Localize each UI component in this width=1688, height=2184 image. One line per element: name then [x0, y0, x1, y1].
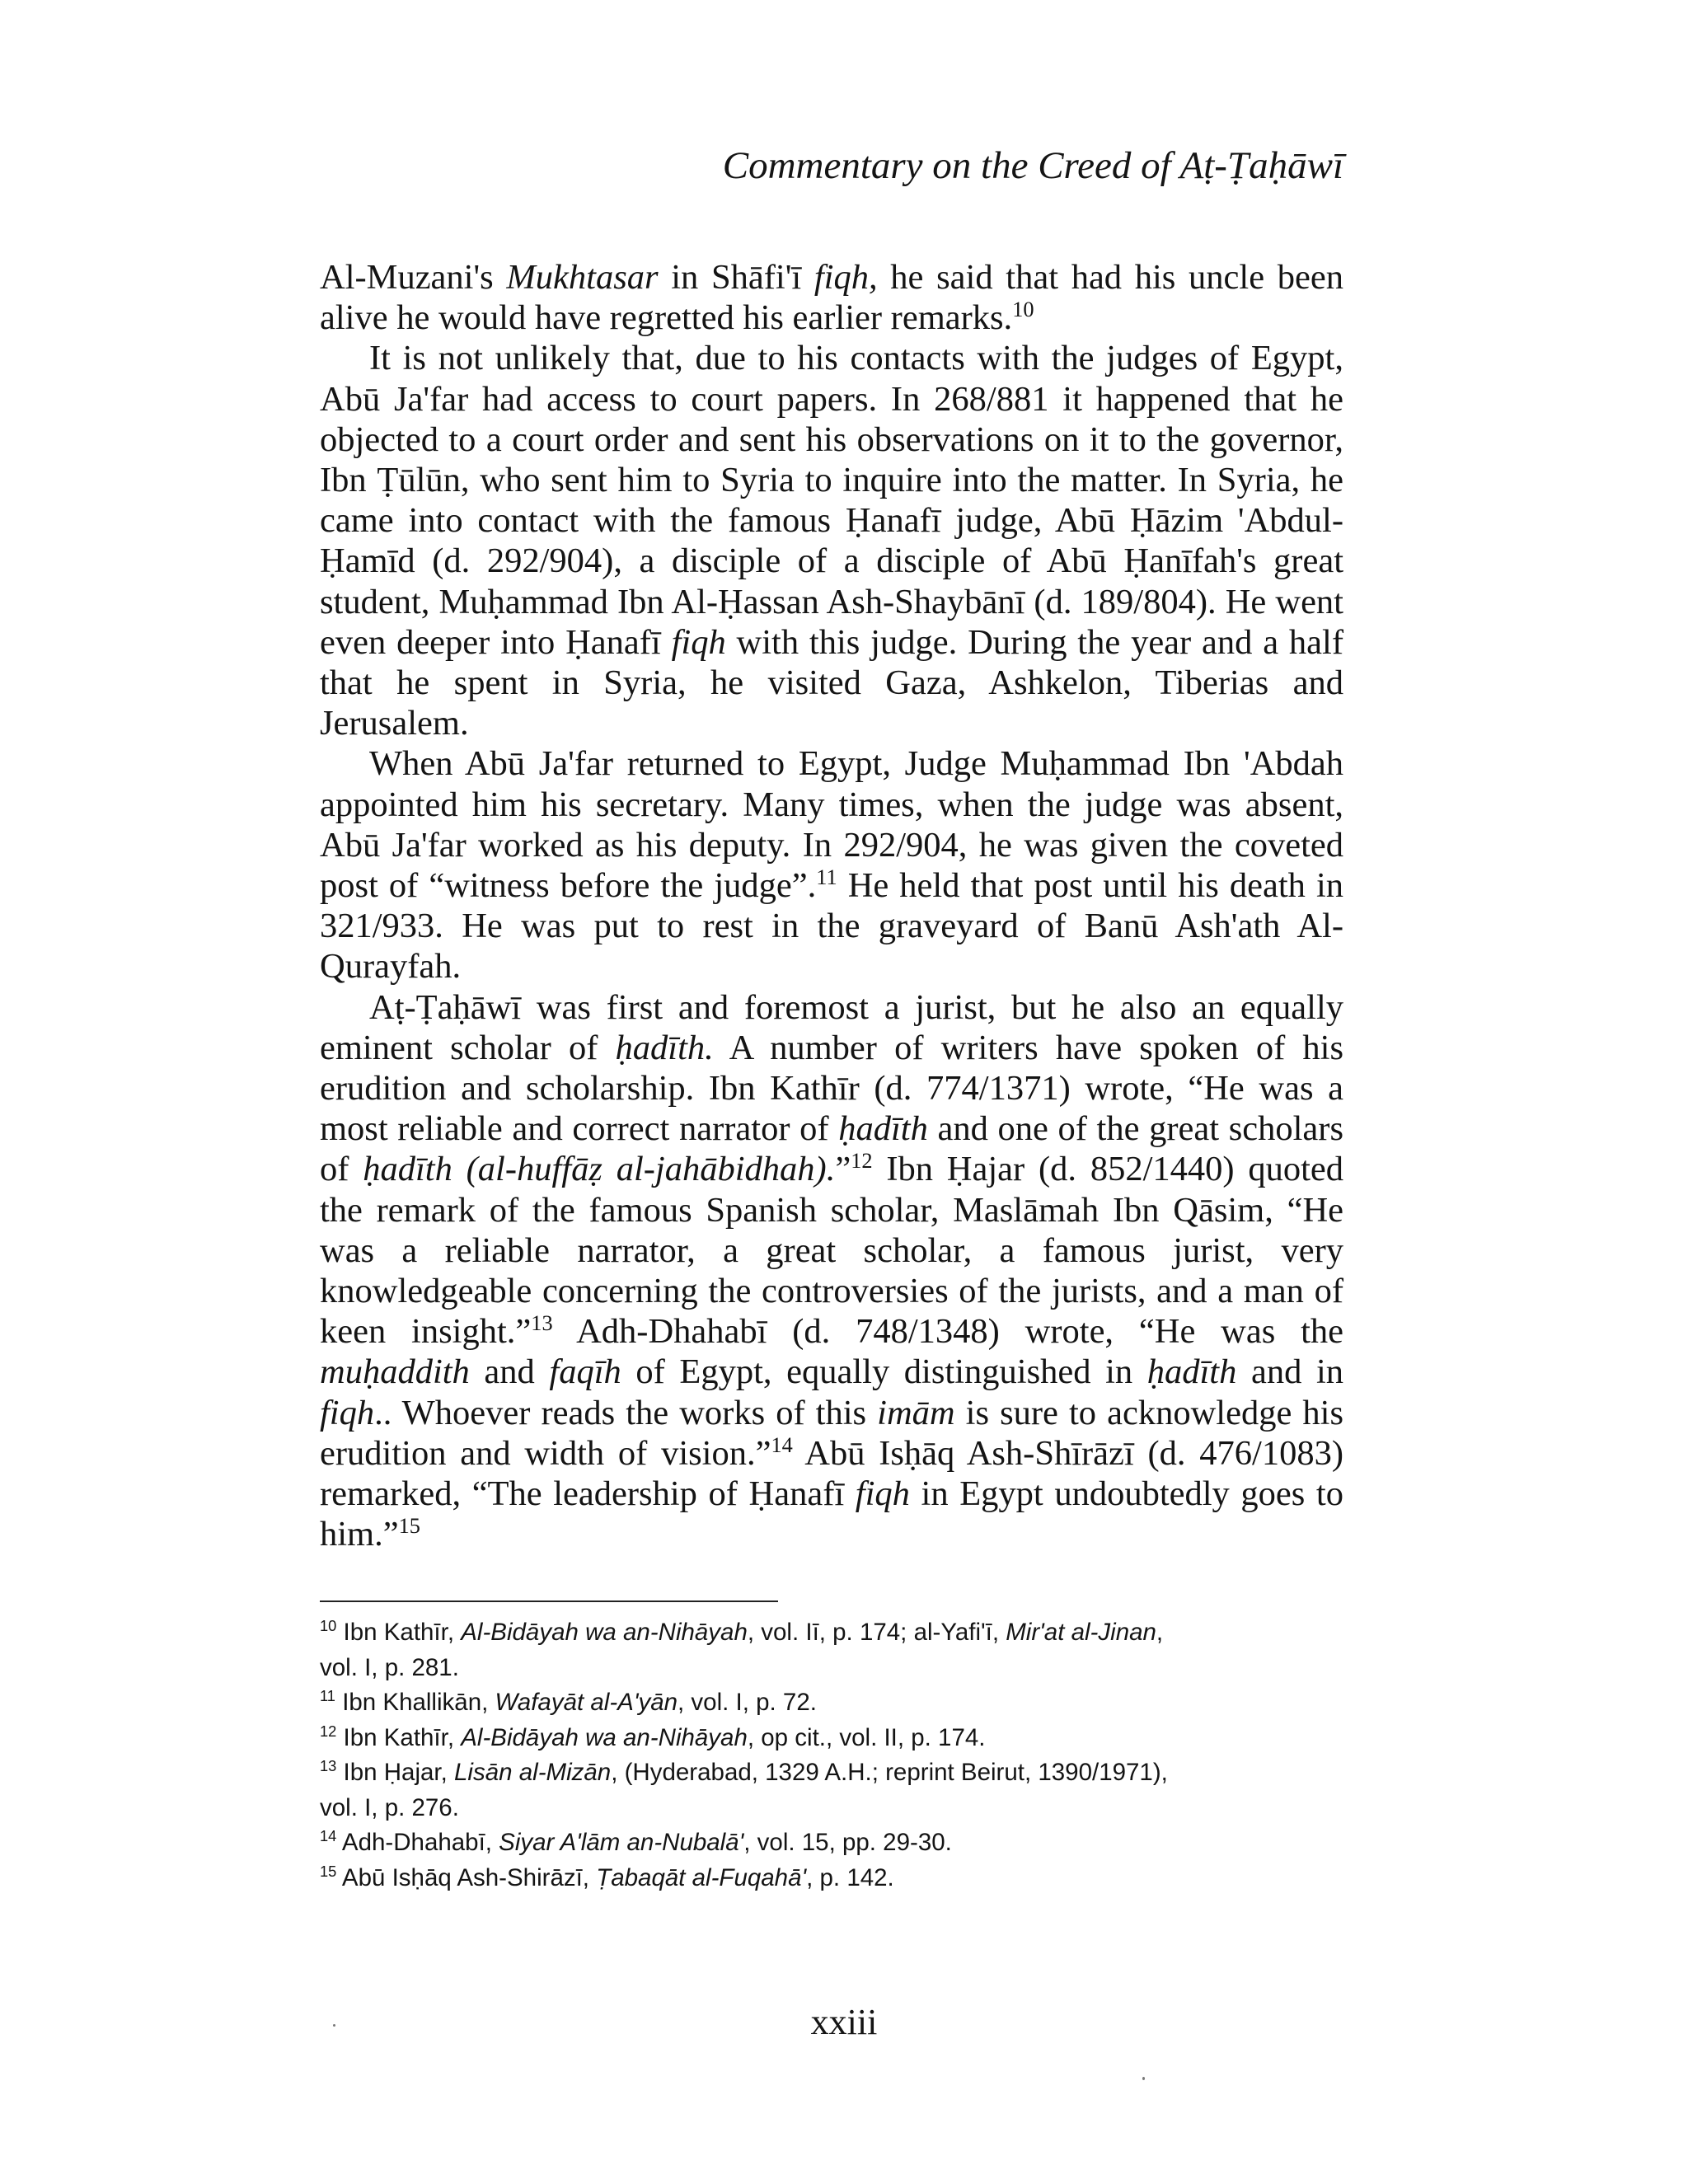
- footnote-13: [320, 1755, 1343, 1825]
- text-run: Ibn Kathīr,: [343, 1723, 462, 1751]
- footnote-number: 12: [320, 1722, 337, 1740]
- italic-text: fiqh,: [814, 258, 878, 297]
- text-run: , (Hyderabad, 1329 A.H.; reprint Beirut, 1390/1971),: [611, 1759, 1168, 1786]
- text-run: ,: [1156, 1619, 1164, 1646]
- body-text: [320, 257, 1343, 1555]
- text-run: Ibn Ḥajar (d. 852/1440) quoted the remark of the famous Spanish scholar, Maslāmah Ibn Qāsim, “He was a reliable narrator, a great scholar, a famous jurist, very knowledgeable concerning the controversies of the jurists, and a man of keen insight.”: [320, 1150, 1344, 1352]
- italic-text: Siyar A'lām an-Nubalā': [499, 1829, 744, 1856]
- text-run: Al-Muzani's: [320, 258, 507, 297]
- footnote-number: 15: [320, 1862, 337, 1880]
- italic-text: Ṭabaqāt al-Fuqahā': [596, 1863, 807, 1891]
- italic-text: fiqh: [671, 622, 726, 662]
- footnote-line: [342, 1829, 952, 1856]
- text-run: in Egypt undoubtedly goes to him.”: [320, 1474, 1343, 1554]
- text-run: Abū Isḥāq Ash-Shīrāzī (d. 476/1083) remarked, “The leadership of Ḥanafī: [320, 1433, 1343, 1514]
- text-run: , vol. 15, pp. 29-30.: [743, 1829, 952, 1856]
- text-run: , vol. Iī, p. 174; al-Yafi'ī,: [747, 1619, 1006, 1646]
- text-run: Ibn Ḥajar,: [343, 1759, 455, 1786]
- footnote-marker: 10: [1012, 298, 1034, 322]
- paragraph-3: [320, 743, 1343, 987]
- text-run: A number of writers have spoken of his erudition and scholarship. Ibn Kathīr (d. 774/1371) wrote, “He was a most reliable and correct narrator of: [320, 1028, 1343, 1149]
- footnote-11: [320, 1685, 1343, 1721]
- footnote-line: [320, 1791, 1343, 1826]
- italic-text: Mukhtasar: [506, 258, 659, 297]
- footnote-number: 14: [320, 1827, 337, 1845]
- text-run: .. Whoever reads the works of this: [374, 1393, 878, 1432]
- text-run: He held that post until his death in 321/933. He was put to rest in the graveyard of Banū Ash'ath Al-Qurayfah.: [320, 866, 1343, 987]
- text-run: Adh-Dhahabī (d. 748/1348) wrote, “He was the: [552, 1312, 1343, 1352]
- footnote-marker: 15: [398, 1514, 420, 1539]
- running-head: Commentary on the Creed of Aṭ-Ṭaḥāwī: [722, 144, 1343, 187]
- italic-text: faqīh: [549, 1352, 621, 1392]
- footnote-line: [344, 1759, 1168, 1786]
- footnote-number: 10: [320, 1617, 337, 1635]
- footnote-10: [320, 1615, 1343, 1685]
- italic-text: Wafayāt al-A'yān: [495, 1689, 678, 1716]
- footnote-12: [320, 1721, 1343, 1756]
- text-run: , vol. I, p. 72.: [678, 1689, 817, 1716]
- footnote-line: [344, 1619, 1164, 1646]
- text-run: and: [469, 1352, 550, 1392]
- paragraph-1: [320, 257, 1343, 338]
- text-run: he said that had his uncle been alive he would have regretted his earlier remarks.: [320, 258, 1343, 338]
- footnote-line: [344, 1724, 986, 1751]
- text-run: , op cit., vol. II, p. 174.: [747, 1723, 986, 1751]
- footnote-marker: 13: [531, 1311, 553, 1336]
- footnote-line: [342, 1864, 894, 1891]
- text-run: vol. I, p. 276.: [320, 1793, 459, 1821]
- footnote-line: [342, 1689, 817, 1716]
- text-run: with this judge. During the year and a half that he spent in Syria, he visited Gaza, Ashkelon, Tiberias and Jerusalem.: [320, 622, 1344, 743]
- footnote-marker: 14: [771, 1432, 793, 1457]
- text-run: , p. 142.: [806, 1863, 894, 1891]
- text-run: It is not unlikely that, due to his contacts with the judges of Egypt, Abū Ja'far had access to court papers. In 268/881 it happened that he objected to a court order and sent his observations on it to the governor, Ibn Ṭūlūn, who sent him to Syria to inquire into the matter. In Syria, he came into contact with the famous Ḥanafī judge, Abū Ḥāzim 'Abdul-Ḥamīd (d. 292/904), a disciple of a disciple of Abū Ḥanīfah's great student, Muḥammad Ibn Al-Ḥassan Ash-Shaybānī (d. 189/804). He went even deeper into Ḥanafī: [320, 339, 1343, 662]
- footnote-line: [320, 1651, 1343, 1686]
- footnote-rule: [320, 1601, 778, 1602]
- footnote-marker: 12: [851, 1149, 873, 1174]
- text-run: Aṭ-Ṭaḥāwī was first and foremost a jurist, but he also an equally eminent scholar of: [320, 987, 1343, 1067]
- text-run: vol. I, p. 281.: [320, 1653, 459, 1681]
- italic-text: fiqh: [320, 1393, 375, 1432]
- italic-text: Al-Bidāyah wa an-Nihāyah: [461, 1723, 748, 1751]
- text-run: and in: [1236, 1352, 1343, 1392]
- italic-text: ḥadīth.: [615, 1028, 714, 1067]
- paragraph-2: [320, 338, 1343, 743]
- footnote-15: [320, 1861, 1343, 1896]
- text-run: in Shāfi'ī: [658, 258, 814, 297]
- italic-text: fiqh: [855, 1474, 910, 1514]
- footnotes: [320, 1615, 1343, 1896]
- italic-text: muḥaddith: [320, 1352, 470, 1392]
- footnote-marker: 11: [816, 865, 837, 889]
- text-run: of Egypt, equally distinguished in: [621, 1352, 1147, 1392]
- text-run: and one of the great scholars of: [320, 1109, 1343, 1189]
- page-number: xxiii: [810, 2002, 878, 2042]
- text-run: ”: [835, 1150, 851, 1189]
- footnote-number: 13: [320, 1757, 337, 1775]
- italic-text: ḥadīth: [1146, 1352, 1237, 1392]
- text-run: Ibn Khallikān,: [342, 1689, 495, 1716]
- text-run: When Abū Ja'far returned to Egypt, Judge Muḥammad Ibn 'Abdah appointed him his secretary. Many times, when the judge was absent, Abū Ja'far worked as his deputy. In 292/904, he was given the coveted post of “witness before the judge”.: [320, 744, 1343, 906]
- italic-text: imām: [877, 1393, 955, 1432]
- text-run: is sure to acknowledge his erudition and width of vision.”: [320, 1393, 1343, 1473]
- italic-text: Al-Bidāyah wa an-Nihāyah: [461, 1619, 748, 1646]
- italic-text: Lisān al-Mizān: [454, 1759, 612, 1786]
- text-run: Adh-Dhahabī,: [341, 1829, 499, 1856]
- footnote-14: [320, 1825, 1343, 1861]
- paper-speck: [1142, 2077, 1145, 2080]
- text-run: Abū Isḥāq Ash-Shirāzī,: [341, 1863, 597, 1891]
- italic-text: ḥadīth (al-huffāẓ al-jahābidhah).: [363, 1150, 836, 1189]
- text-run: Ibn Kathīr,: [343, 1619, 462, 1646]
- italic-text: Mir'at al-Jinan: [1006, 1619, 1156, 1646]
- italic-text: ḥadīth: [838, 1109, 928, 1149]
- footnote-number: 11: [320, 1687, 335, 1705]
- paragraph-4: [320, 987, 1343, 1555]
- paper-speck: [333, 2024, 335, 2027]
